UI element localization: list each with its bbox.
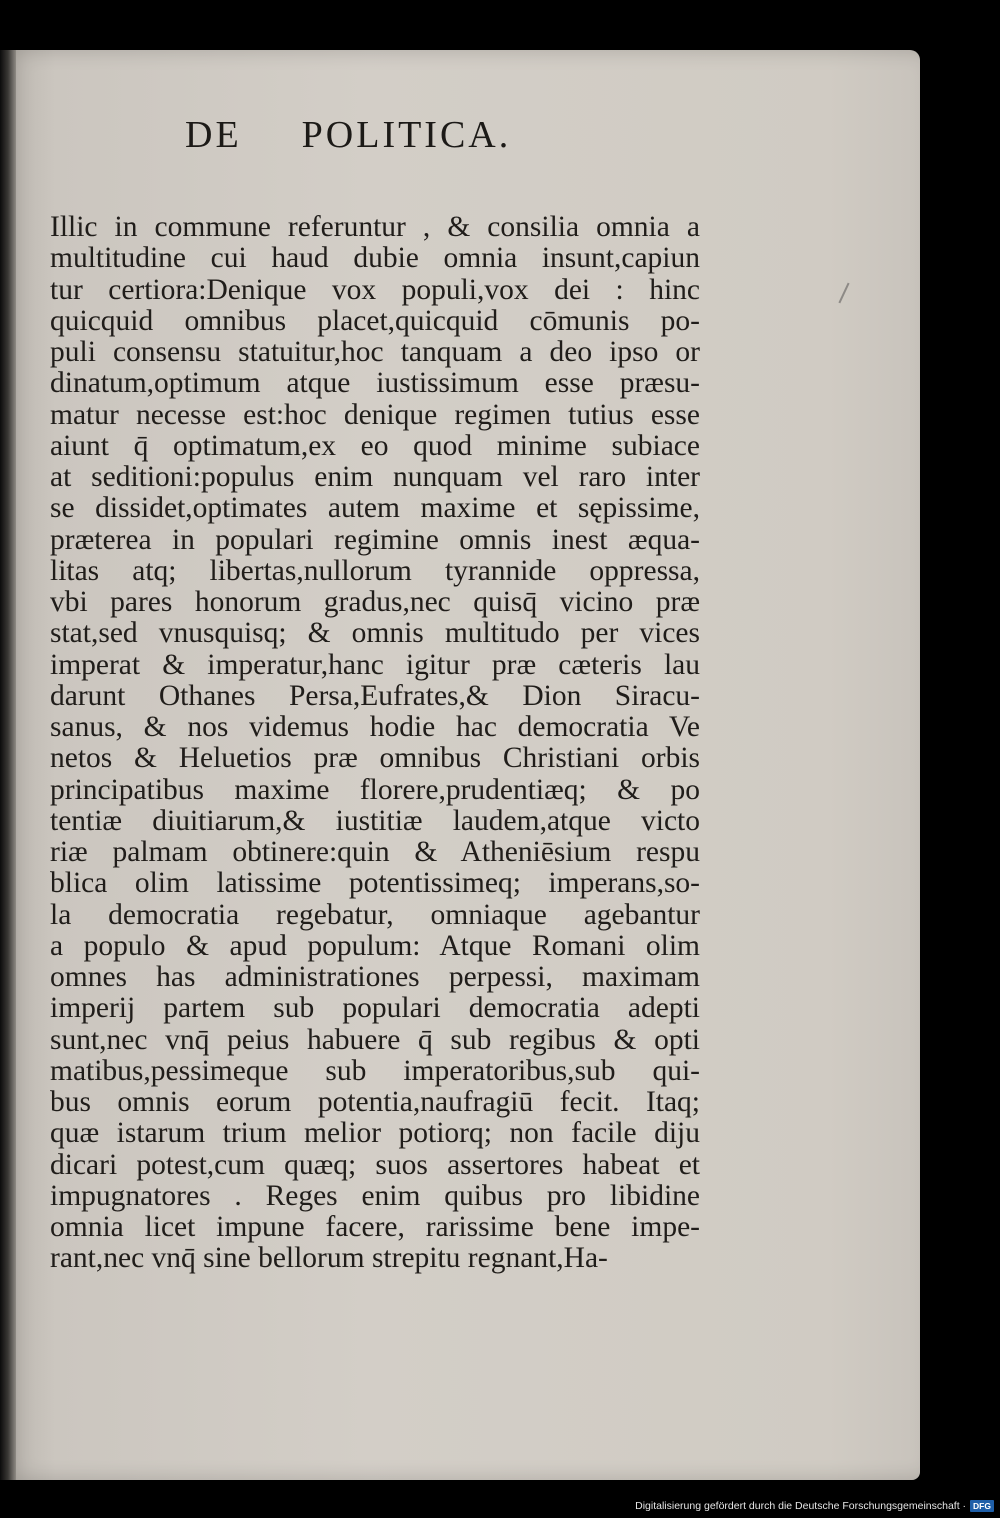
text-line: stat,sed vnusquisq; & omnis multitudo per vices xyxy=(50,618,700,650)
text-line: dinatum,optimum atque iustissimum esse præsu- xyxy=(50,368,700,400)
text-line: a populo & apud populum: Atque Romani olim xyxy=(50,930,700,962)
text-line: se dissidet,optimates autem maxime et sępissime, xyxy=(50,493,700,525)
text-line: sanus, & nos videmus hodie hac democratia Ve xyxy=(50,712,700,743)
heading-word-1: DE xyxy=(185,114,242,156)
book-page xyxy=(0,50,920,1480)
text-line: quæ istarum trium melior potiorq; non facile diju xyxy=(50,1118,700,1150)
text-line: aiunt q̄ optimatum,ex eo quod minime subiace xyxy=(50,430,700,462)
text-line: imperij partem sub populari democratia adepti xyxy=(50,993,700,1025)
text-line: omnes has administrationes perpessi, maximam xyxy=(50,962,700,993)
text-line: dicari potest,cum quæq; suos assertores habeat et xyxy=(50,1149,700,1181)
text-line: tur certiora:Denique vox populi,vox dei : hinc xyxy=(50,274,700,306)
text-line: riæ palmam obtinere:quin & Atheniēsium respu xyxy=(50,837,700,868)
text-line: matibus,pessimeque sub imperatoribus,sub qui- xyxy=(50,1055,700,1087)
text-line: Illic in commune referuntur , & consilia omnia a xyxy=(50,212,700,243)
text-line: darunt Othanes Persa,Eufrates,& Dion Siracu- xyxy=(50,680,700,712)
text-line: sunt,nec vnq̄ peius habuere q̄ sub regibus & opti xyxy=(50,1024,700,1056)
dfg-logo: DFG xyxy=(970,1500,994,1512)
digitization-credit xyxy=(635,1500,994,1512)
heading-word-2: POLITICA. xyxy=(301,114,512,156)
text-line: la democratia regebatur, omniaque agebantur xyxy=(50,899,700,931)
text-line: blica olim latissime potentissimeq; imperans,so- xyxy=(50,868,700,900)
text-line: netos & Heluetios præ omnibus Christiani orbis xyxy=(50,743,700,775)
text-line: matur necesse est:hoc denique regimen tutius esse xyxy=(50,399,700,431)
text-line: quicquid omnibus placet,quicquid cōmunis po- xyxy=(50,305,700,337)
text-line: multitudine cui haud dubie omnia insunt,capiun xyxy=(50,243,700,275)
running-heading xyxy=(185,113,585,157)
page-spine-shadow xyxy=(0,50,16,1480)
text-line: vbi pares honorum gradus,nec quisq̄ vicino præ xyxy=(50,587,700,618)
body-text xyxy=(50,212,700,1275)
text-line: imperat & imperatur,hanc igitur præ cæteris lau xyxy=(50,649,700,681)
text-line: principatibus maxime florere,prudentiæq; & po xyxy=(50,774,700,806)
text-line: bus omnis eorum potentia,naufragiū fecit. Itaq; xyxy=(50,1087,700,1118)
text-line: litas atq; libertas,nullorum tyrannide oppressa, xyxy=(50,555,700,587)
text-line: rant,nec vnq̄ sine bellorum strepitu regnant,Ha- xyxy=(50,1243,608,1275)
text-line: omnia licet impune facere, rarissime bene impe- xyxy=(50,1212,700,1243)
text-line: impugnatores . Reges enim quibus pro libidine xyxy=(50,1180,700,1212)
text-line: puli consensu statuitur,hoc tanquam a deo ipso or xyxy=(50,337,700,368)
credit-text: Digitalisierung gefördert durch die Deutsche Forschungsgemeinschaft · xyxy=(635,1500,967,1512)
text-line: tentiæ diuitiarum,& iustitiæ laudem,atque victo xyxy=(50,805,700,837)
text-line: at seditioni:populus enim nunquam vel raro inter xyxy=(50,462,700,493)
text-line: præterea in populari regimine omnis inest æqua- xyxy=(50,524,700,556)
